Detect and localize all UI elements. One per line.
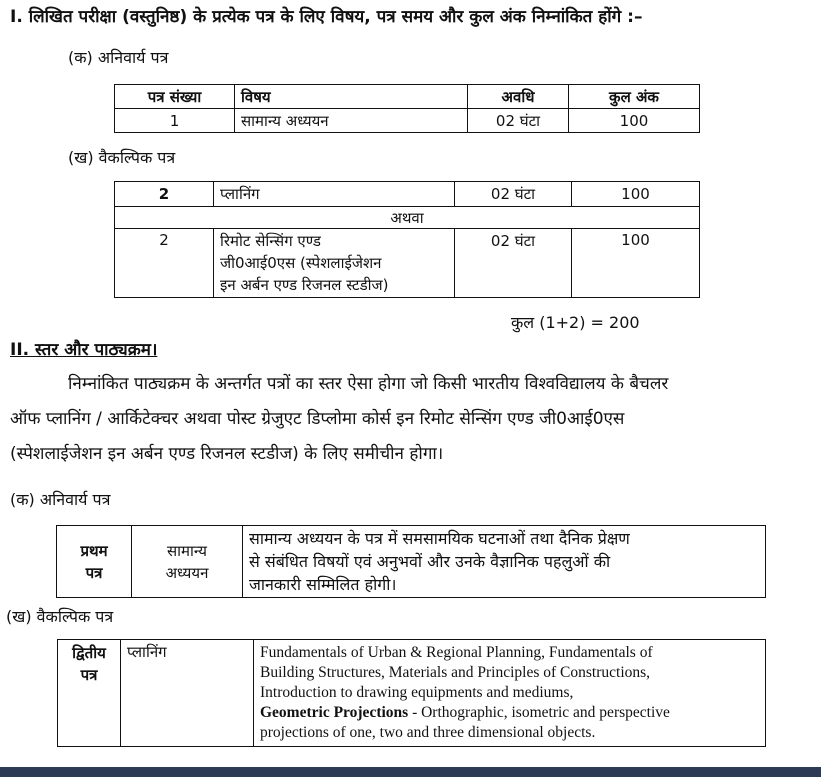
col-subject: विषय xyxy=(235,85,468,109)
subject: प्लानिंग xyxy=(121,640,254,747)
table-row xyxy=(115,109,700,133)
marks: 100 xyxy=(569,109,700,133)
optional-paper-label: (ख) वैकल्पिक पत्र xyxy=(68,148,176,167)
duration: 02 घंटा xyxy=(455,182,572,207)
table-compulsory xyxy=(114,84,700,133)
col-duration: अवधि xyxy=(468,85,569,109)
duration: 02 घंटा xyxy=(455,229,572,298)
section-2-heading-text: II. स्तर और पाठ्यक्रम। xyxy=(10,340,158,360)
subject: प्लानिंग xyxy=(214,182,455,207)
description-line xyxy=(260,703,759,723)
bottom-bar xyxy=(0,767,821,777)
paragraph-line: ऑफ प्लानिंग / आर्किटेक्चर अथवा पोस्ट ग्रेजुएट डिप्लोमा कोर्स इन रिमोट सेन्सिंग एण्ड जी0आई0एस xyxy=(10,409,625,429)
table-row xyxy=(57,526,766,598)
table-row xyxy=(115,182,700,207)
subject-line: जी0आई0एस (स्पेशलाईजेशन xyxy=(220,254,382,272)
paper-name-line: पत्र xyxy=(80,666,98,684)
subject: सामान्य अध्ययन xyxy=(235,109,468,133)
paper-name xyxy=(57,526,132,598)
or-separator: अथवा xyxy=(115,207,700,229)
description-line: Building Structures, Materials and Principles of Constructions, xyxy=(260,664,651,681)
syllabus-paragraph xyxy=(10,367,810,472)
paper-number: 2 xyxy=(115,229,214,298)
geometric-projections-detail: - Orthographic, isometric and perspective xyxy=(408,704,670,721)
subject-line: अध्ययन xyxy=(165,563,209,582)
compulsory-paper-label: (क) अनिवार्य पत्र xyxy=(68,48,169,67)
section-1-heading: I. लिखित परीक्षा (वस्तुनिष्ठ) के प्रत्येक पत्र के लिए विषय, पत्र समय और कुल अंक निम्नांकित होंगे :– xyxy=(10,7,643,27)
paper-number: 2 xyxy=(115,182,214,207)
description-line: Fundamentals of Urban & Regional Planning, Fundamentals of xyxy=(260,644,653,661)
description-line: सामान्य अध्ययन के पत्र में समसामयिक घटनाओं तथा दैनिक प्रेक्षण xyxy=(249,529,630,548)
syllabus-description xyxy=(243,526,766,598)
paragraph-line: निम्नांकित पाठ्यक्रम के अन्तर्गत पत्रों का स्तर ऐसा होगा जो किसी भारतीय विश्वविद्यालय के बैचलर xyxy=(68,374,669,394)
col-total-marks: कुल अंक xyxy=(569,85,700,109)
table-optional-syllabus xyxy=(57,639,766,747)
total-marks: कुल (1+2) = 200 xyxy=(511,313,640,332)
table-row xyxy=(115,229,700,298)
marks: 100 xyxy=(572,229,700,298)
table-compulsory-syllabus xyxy=(56,525,766,598)
paper-name-line: द्वितीय xyxy=(72,644,106,662)
paper-name-line: पत्र xyxy=(85,563,103,582)
description-line: जानकारी सम्मिलित होगी। xyxy=(249,575,397,594)
paper-number: 1 xyxy=(115,109,235,133)
paper-name xyxy=(58,640,121,747)
description-line: projections of one, two and three dimensional objects. xyxy=(260,724,596,741)
subject-line: सामान्य xyxy=(166,541,207,560)
description-line: Introduction to drawing equipments and mediums, xyxy=(260,684,574,701)
duration: 02 घंटा xyxy=(468,109,569,133)
paper-name-line: प्रथम xyxy=(80,541,108,560)
syllabus-description xyxy=(254,640,766,747)
geometric-projections-title: Geometric Projections xyxy=(260,704,409,721)
col-paper-number: पत्र संख्या xyxy=(115,85,235,109)
subject-line: रिमोट सेन्सिंग एण्ड xyxy=(220,232,321,250)
table-optional xyxy=(114,181,700,298)
marks: 100 xyxy=(572,182,700,207)
subject-line: इन अर्बन एण्ड रिजनल स्टडीज) xyxy=(220,276,389,294)
subject xyxy=(132,526,243,598)
optional-paper-label-2: (ख) वैकल्पिक पत्र xyxy=(6,607,114,626)
description-line: से संबंधित विषयों एवं अनुभवों और उनके वैज्ञानिक पहलुओं की xyxy=(249,552,611,571)
subject xyxy=(214,229,455,298)
section-2-heading xyxy=(10,337,157,360)
compulsory-paper-label-2: (क) अनिवार्य पत्र xyxy=(10,490,111,509)
paragraph-line: (स्पेशलाईजेशन इन अर्बन एण्ड रिजनल स्टडीज) के लिए समीचीन होगा। xyxy=(10,444,444,464)
table-row xyxy=(58,640,766,747)
